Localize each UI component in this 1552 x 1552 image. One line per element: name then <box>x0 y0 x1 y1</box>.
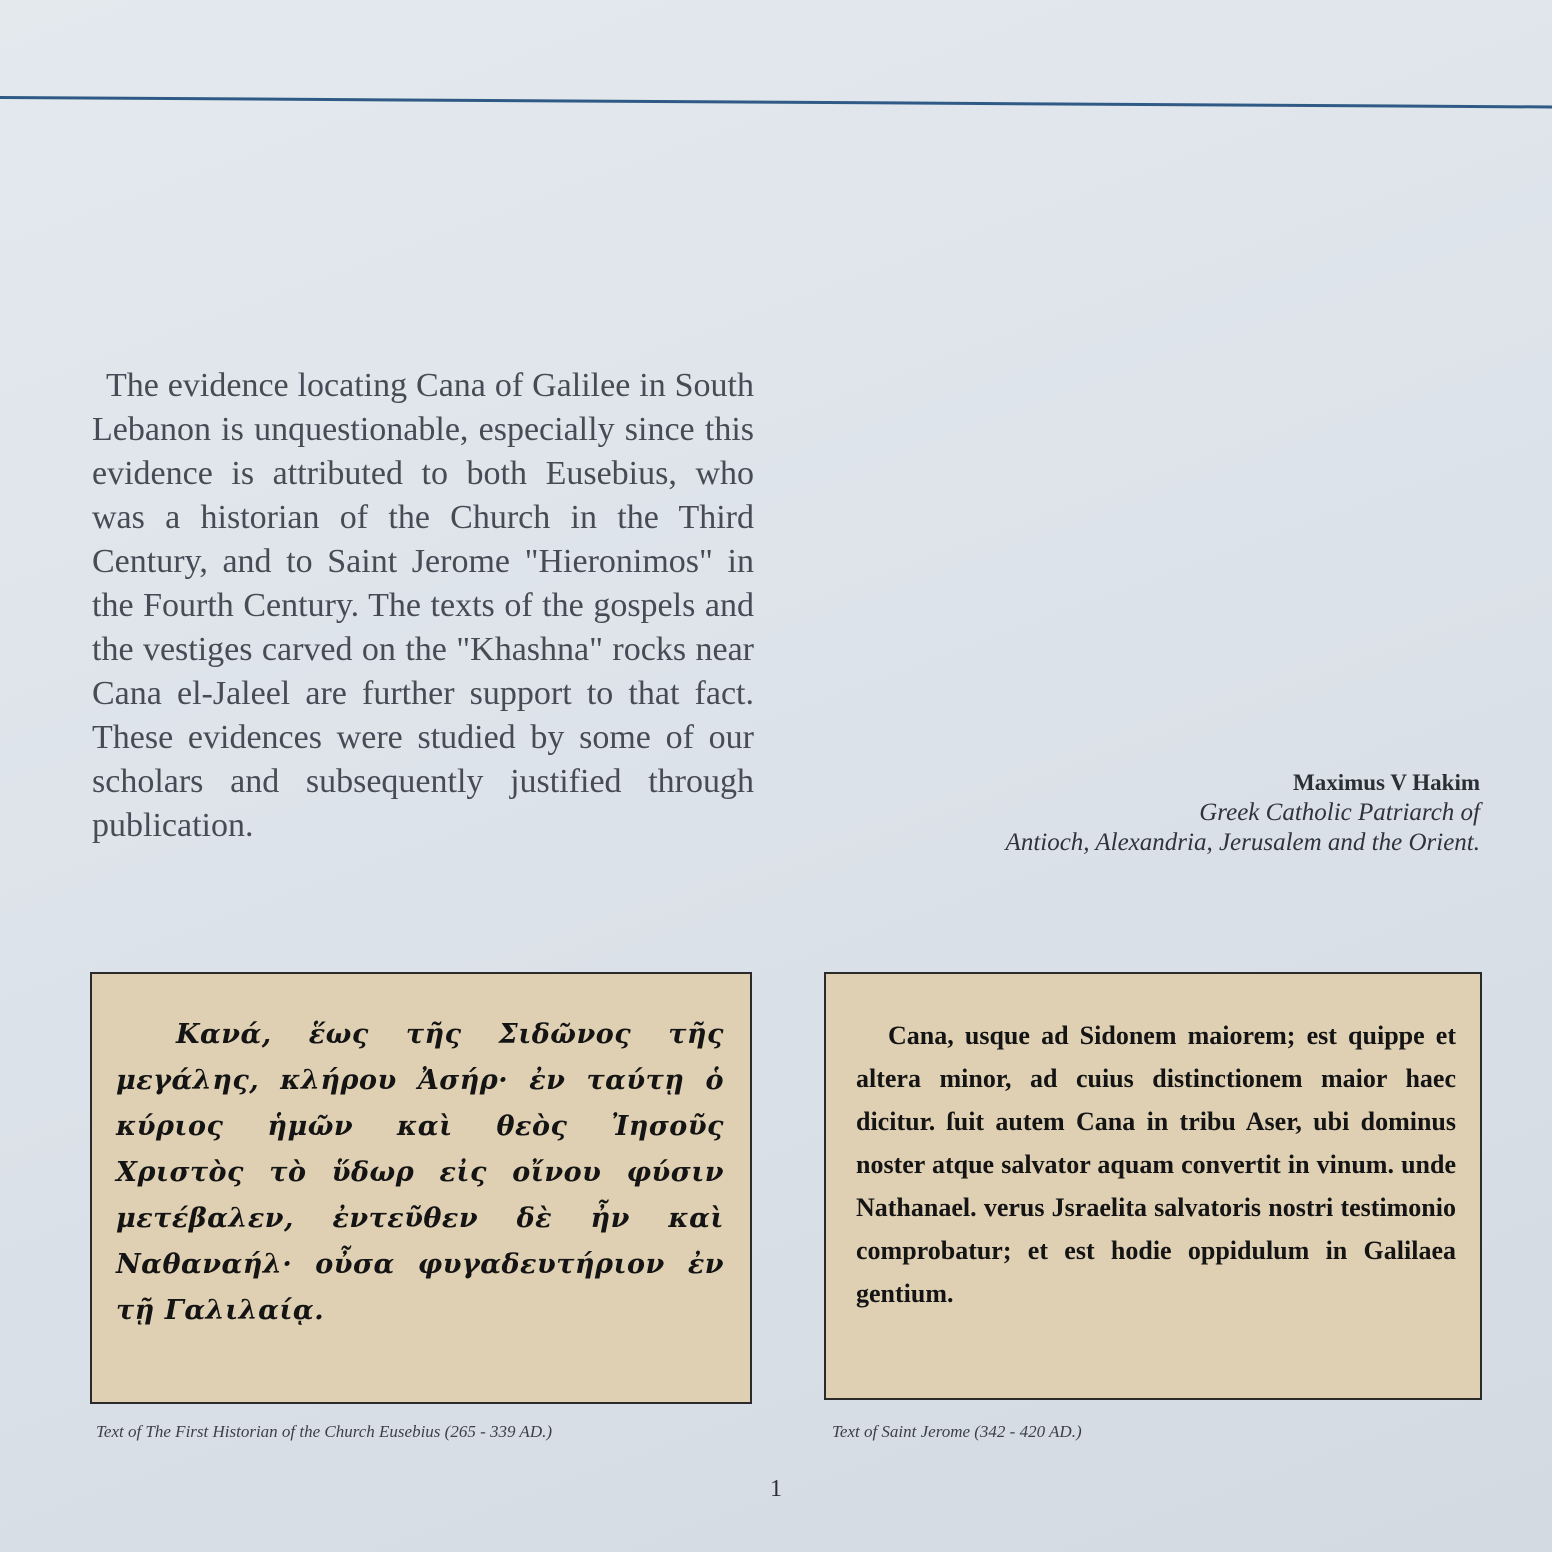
caption-jerome: Text of Saint Jerome (342 - 420 AD.) <box>832 1422 1082 1441</box>
body-paragraph: The evidence locating Cana of Galilee in South Lebanon is unquestionable, especially since this evidence is attributed to both Eusebius, who was a historian of the Church in the Third Century, and to Saint Jerome "Hieronimos" in the Fourth Century. The texts of the gospels and the vestiges carved on the "Khashna" rocks near Cana el-Jaleel are further support to that fact. These evidences were studied by some of our scholars and subsequently justified through publication. <box>92 367 754 844</box>
signature-title-line1: Greek Catholic Patriarch of <box>1199 799 1480 826</box>
signature-title-line2: Antioch, Alexandria, Jerusalem and the Orient. <box>1005 829 1480 856</box>
latin-text-box <box>824 972 1482 1400</box>
signature-name: Maximus V Hakim <box>1292 770 1480 795</box>
page-number: 1 <box>770 1476 782 1502</box>
top-rule <box>0 96 1552 108</box>
greek-excerpt: Κανά, ἕως τῆς Σιδῶνος τῆς μεγάλης, κλήρου Ἀσήρ· ἐν ταύτῃ ὁ κύριος ἡμῶν καὶ θεὸς Ἰησοῦς Χριστὸς τὸ ὕδωρ εἰς οἴνου φύσιν μετέβαλεν, ἐντεῦθεν δὲ ἦν καὶ Ναθαναήλ· οὖσα φυγαδευτήριον ἐν τῇ Γαλιλαίᾳ. <box>116 1019 724 1326</box>
caption-eusebius: Text of The First Historian of the Church Eusebius (265 - 339 AD.) <box>96 1422 553 1441</box>
greek-text-box <box>90 972 752 1404</box>
latin-excerpt: Cana, usque ad Sidonem maiorem; est quippe et altera minor, ad cuius distinctionem maior haec dicitur. ſuit autem Cana in tribu Aser, ubi dominus noster atque salvator aquam convertit in vinum. unde Nathanael. verus Jsraelita salvatoris nostri testimonio comprobatur; et est hodie oppidulum in Galilaea gentium. <box>856 1021 1456 1308</box>
signature-block <box>1006 768 1480 858</box>
